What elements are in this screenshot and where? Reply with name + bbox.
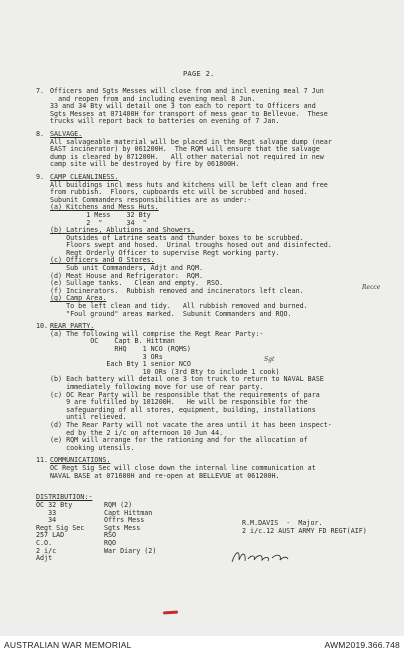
paragraph-8: [36, 131, 384, 169]
subpara-row: Regt Orderly Officer to supervise Regt working party.: [50, 248, 280, 257]
para-heading: COMMUNICATIONS.: [50, 456, 111, 465]
footer-institution: AUSTRALIAN WAR MEMORIAL: [4, 640, 132, 650]
distribution-item: Adjt: [36, 554, 53, 563]
subpara-row: 1 Mess 32 Bty: [50, 210, 151, 219]
para-line: camp site will be destroyed by fire by 061800H.: [50, 160, 240, 169]
para-number: 9.: [36, 172, 45, 181]
subpara-row: immediately following move for use of rear party.: [50, 382, 264, 391]
para-heading: SALVAGE.: [50, 129, 83, 138]
paragraph-7: [36, 88, 384, 126]
para-line: 33 and 34 Bty will detail one 3 ton each to report to Officers and: [50, 102, 316, 111]
distribution-item: 33: [36, 508, 57, 517]
subpara-row: (d) The Rear Party will not vacate the area until it has been inspect-: [50, 420, 332, 429]
subpara-row: Floors swept and hosed. Urinal troughs hosed out and disinfected.: [50, 241, 332, 250]
subpara-row: safeguarding of all stores, equipment, building, installations: [50, 405, 316, 414]
paragraph-9: [36, 174, 384, 318]
subpara-b: (b) Latrines, Ablutions and Showers.: [50, 226, 195, 235]
subpara-row: until relieved.: [50, 413, 127, 422]
paragraph-10: [36, 323, 384, 452]
subpara-row: (b) Each battery will detail one 3 ton truck to return to NAVAL BASE: [50, 375, 324, 384]
para-number: 7.: [36, 87, 45, 95]
subpara-row: 10 ORs (3: [50, 367, 179, 376]
para-line: trucks will report back to batteries on evening of 7 Jan.: [50, 117, 280, 126]
para-number: 8.: [36, 129, 45, 138]
subpara-row: (c) OC Rear Party will be responsible that the requirements of para: [50, 390, 320, 399]
distribution-heading: DISTRIBUTION:-: [36, 493, 93, 502]
distribution-item: Sgts Mess: [104, 523, 141, 532]
distribution-item: Offrs Mess: [104, 516, 145, 525]
subpara-d: (d) Meat House and Refrigerator: RQM.: [50, 271, 203, 280]
para-line: All salvageable material will be placed in the Regt salvage dump (near: [50, 137, 332, 146]
para-heading: REAR PARTY.: [50, 322, 95, 331]
subpara-row: Outsides of Latrine seats and thunder boxes to be scrubbed.: [50, 233, 304, 242]
page-title: PAGE 2.: [183, 70, 215, 78]
para-line: Subunit Commanders responsibilities are as under:-: [50, 195, 252, 204]
distribution-col-1: [36, 502, 84, 563]
handwritten-signature: [230, 548, 290, 566]
subpara-a: (a) Kitchens and Mess Huts.: [50, 203, 159, 212]
footer-accession-number: AWM2019.366.748: [324, 640, 400, 650]
subpara-row: 2 " 34 ": [50, 218, 147, 227]
para-line: and reopen from and including evening meal 8 Jun.: [58, 94, 256, 103]
subpara-e: (e) Sullage tanks. Clean and empty. RSO.: [50, 279, 224, 288]
paragraph-11: [36, 457, 384, 480]
subpara-row: To be left clean and tidy. All rubbish removed and burned.: [50, 302, 308, 311]
subpara-f: (f) Incinerators. Rubbish removed and incinerators left clean.: [50, 286, 304, 295]
handwritten-note: Sgt: [264, 356, 275, 364]
footer-bar: [0, 636, 404, 653]
para-line: dump is cleared by 071200H. All other material not required in new: [50, 152, 324, 161]
para-line: Officers and Sgts Messes will close from and incl evening meal 7 Jun: [50, 87, 324, 95]
document-body: [36, 64, 384, 574]
subpara-g: (g) Camp Area.: [50, 294, 107, 303]
para-line: from rubbish. Floors, cupboards etc will be scrubbed and hosed.: [50, 188, 308, 197]
para-line: OC Regt Sig Sec will close down the internal line communication at: [50, 463, 316, 472]
distribution-item: 2 i/c: [36, 546, 57, 555]
para-line: All buildings incl mess huts and kitchens will be left clean and free: [50, 180, 328, 189]
subpara-row: Sub unit Commanders, Adjt and RQM.: [50, 264, 203, 273]
distribution-item: RQM (2): [104, 501, 133, 510]
para-line: Sgts Messes at 071400H for transport of mess gear to Bellevue. These: [50, 109, 328, 118]
distribution-col-2: [104, 502, 156, 555]
distribution-item: Regt Sig Sec: [36, 523, 85, 532]
distribution-item: C.O.: [36, 539, 53, 548]
distribution-item: 34: [36, 516, 57, 525]
distribution-block: [36, 494, 384, 574]
subpara-row: 3 ORs: [50, 352, 163, 361]
para-line: NAVAL BASE at 071600H and re-open at BELLEVUE at 061200H.: [50, 471, 280, 480]
distribution-item: RSO: [104, 531, 117, 540]
para-number: 10.: [36, 322, 49, 331]
distribution-item: War Diary (2): [104, 546, 157, 555]
distribution-item: RQO: [104, 539, 117, 548]
subpara-row: Each Bty 1 senior NCO: [50, 360, 191, 369]
subpara-row: OC Capt B. Hittman: [50, 337, 175, 346]
subpara-row-cont: rd Bty to include 1 cook): [178, 367, 280, 376]
subpara-row: (e) RQM will arrange for the rationing and for the allocation of: [50, 436, 308, 445]
signatory-name: R.M.DAVIS - Major.: [242, 519, 323, 528]
subpara-row: ed by the 2 i/c on afternoon 10 Jun 44.: [50, 428, 224, 437]
signatory-title: 2 i/c.12 AUST ARMY FD REGT(AIF): [242, 526, 367, 535]
distribution-item: OC 32 Bty: [36, 501, 73, 510]
handwritten-note: Recce: [362, 283, 381, 291]
subpara-row: 9 are fulfilled by 101200H. He will be responsible for the: [50, 398, 308, 407]
subpara-row: RHQ 1 NCO (RQMS): [50, 345, 191, 353]
subpara-row: cooking utensils.: [50, 443, 135, 452]
distribution-item: Capt Hittman: [104, 508, 153, 517]
signature-block: [242, 520, 367, 535]
distribution-item: 257 LAD: [36, 531, 65, 540]
para-line: EAST incinerator) by 061200H. The RQM will ensure that the salvage: [50, 145, 320, 154]
para-number: 11.: [36, 456, 49, 465]
subpara-row: (a) The following will comprise the Regt Rear Party:-: [50, 329, 264, 338]
subpara-row: "Foul ground" areas marked. Subunit Commanders and RQO.: [50, 309, 292, 318]
subpara-c: (c) Officers and O Stores.: [50, 256, 155, 265]
para-heading: CAMP CLEANLINESS.: [50, 172, 119, 181]
